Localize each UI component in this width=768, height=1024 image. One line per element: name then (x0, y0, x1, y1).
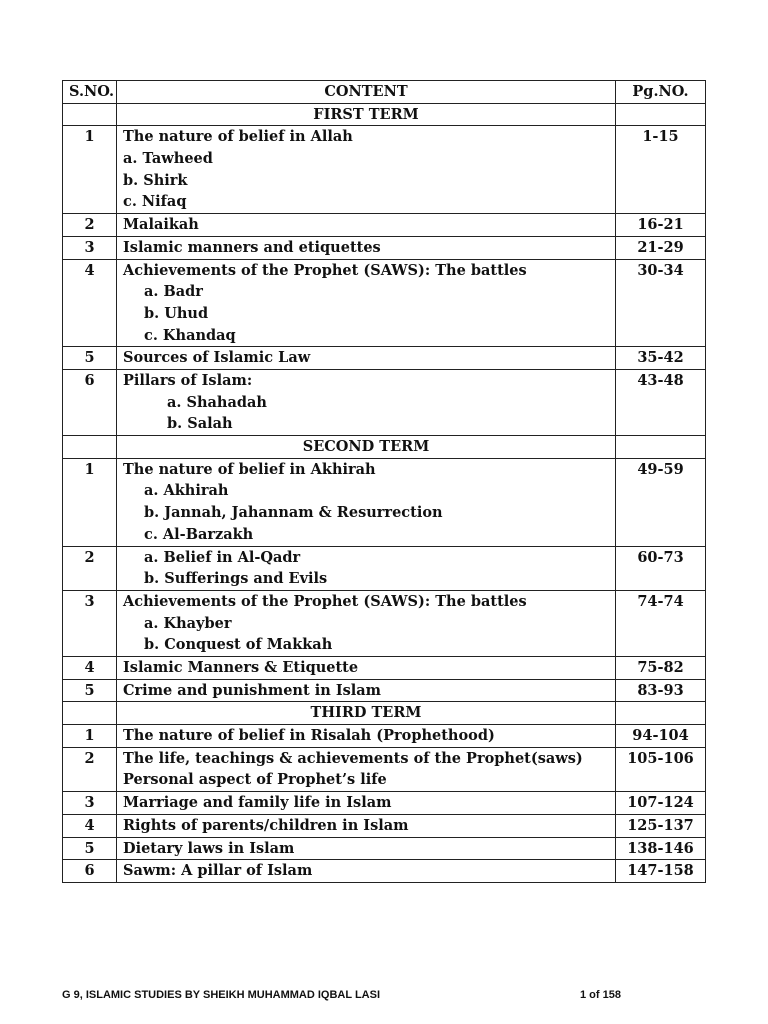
page-range: 105-106 (616, 747, 706, 791)
term-blank-cell (616, 436, 706, 459)
table-row (63, 837, 706, 860)
topic-cell (117, 236, 616, 259)
serial-number: 5 (63, 679, 117, 702)
topic-cell (117, 679, 616, 702)
subtopic-item: a. Badr (144, 283, 203, 301)
page-range: 30-34 (616, 259, 706, 347)
page-range: 35-42 (616, 347, 706, 370)
topic-cell (117, 747, 616, 791)
contents-table (62, 80, 706, 883)
topic-title: Islamic manners and etiquettes (123, 238, 381, 256)
topic-cell (117, 792, 616, 815)
topic-title: Islamic Manners & Etiquette (123, 658, 359, 676)
page-range: 125-137 (616, 814, 706, 837)
table-row (63, 590, 706, 656)
topic-cell (117, 837, 616, 860)
subtopic-item: c. Al-Barzakh (144, 525, 254, 543)
serial-number: 5 (63, 837, 117, 860)
serial-number: 1 (63, 458, 117, 546)
subtopic-item: b. Salah (167, 415, 233, 433)
term-heading-row (63, 103, 706, 126)
table-row (63, 370, 706, 436)
topic-cell (117, 347, 616, 370)
topic-title: Achievements of the Prophet (SAWS): The battles (123, 592, 527, 610)
subtopic-item: b. Sufferings and Evils (144, 570, 328, 588)
table-row (63, 747, 706, 791)
page-range: 43-48 (616, 370, 706, 436)
topic-cell (117, 259, 616, 347)
page-number-header: Pg.NO. (616, 81, 706, 104)
subtopic-item: b. Shirk (123, 171, 188, 189)
term-heading-row (63, 436, 706, 459)
page-range: 21-29 (616, 236, 706, 259)
term-title: FIRST TERM (117, 103, 616, 126)
term-blank-cell (616, 103, 706, 126)
serial-number: 5 (63, 347, 117, 370)
page-range: 147-158 (616, 860, 706, 883)
term-blank-cell (616, 702, 706, 725)
topic-title: Crime and punishment in Islam (123, 681, 382, 699)
serial-number: 6 (63, 860, 117, 883)
term-title: THIRD TERM (117, 702, 616, 725)
serial-number: 3 (63, 236, 117, 259)
topic-title: Pillars of Islam: (123, 372, 253, 390)
topic-cell (117, 126, 616, 214)
page-range: 16-21 (616, 214, 706, 237)
table-row (63, 126, 706, 214)
serial-number: 6 (63, 370, 117, 436)
topic-title: The nature of belief in Risalah (Prophethood) (123, 727, 495, 745)
subtopic-item: c. Khandaq (144, 326, 236, 344)
subtopic-item: a. Tawheed (123, 150, 213, 168)
subtopic-item: Personal aspect of Prophet’s life (123, 771, 387, 789)
topic-title: Sawm: A pillar of Islam (123, 862, 313, 880)
serial-number: 2 (63, 546, 117, 590)
term-blank-cell (63, 436, 117, 459)
serial-number: 2 (63, 214, 117, 237)
serial-number: 4 (63, 814, 117, 837)
contents-body (63, 103, 706, 882)
subtopic-item: b. Conquest of Makkah (144, 636, 333, 654)
table-row (63, 546, 706, 590)
page-range: 60-73 (616, 546, 706, 590)
table-row (63, 656, 706, 679)
term-blank-cell (63, 702, 117, 725)
term-blank-cell (63, 103, 117, 126)
footer-page-count: 1 of 158 (580, 989, 621, 1001)
subtopic-item: a. Belief in Al-Qadr (144, 548, 301, 566)
table-row (63, 259, 706, 347)
sno-header: S.NO. (63, 81, 117, 104)
subtopic-item: c. Nifaq (123, 193, 187, 211)
topic-title: Achievements of the Prophet (SAWS): The battles (123, 261, 527, 279)
page-range: 49-59 (616, 458, 706, 546)
serial-number: 3 (63, 792, 117, 815)
topic-cell (117, 860, 616, 883)
page-range: 94-104 (616, 725, 706, 748)
topic-title: Dietary laws in Islam (123, 839, 295, 857)
subtopic-item: a. Shahadah (167, 393, 267, 411)
topic-cell (117, 656, 616, 679)
topic-cell (117, 590, 616, 656)
table-row (63, 725, 706, 748)
topic-cell (117, 214, 616, 237)
page-range: 138-146 (616, 837, 706, 860)
table-row (63, 347, 706, 370)
topic-title: Sources of Islamic Law (123, 349, 311, 367)
subtopic-item: b. Jannah, Jahannam & Resurrection (144, 504, 443, 522)
topic-title: The nature of belief in Allah (123, 128, 353, 146)
serial-number: 1 (63, 126, 117, 214)
page-range: 74-74 (616, 590, 706, 656)
topic-cell (117, 458, 616, 546)
table-row (63, 458, 706, 546)
footer-title: G 9, ISLAMIC STUDIES BY SHEIKH MUHAMMAD IQBAL LASI (62, 989, 381, 1001)
topic-title: Malaikah (123, 216, 199, 234)
page-range: 75-82 (616, 656, 706, 679)
table-row (63, 814, 706, 837)
page-range: 1-15 (616, 126, 706, 214)
page-range: 107-124 (616, 792, 706, 815)
content-header: CONTENT (117, 81, 616, 104)
header-row (63, 81, 706, 104)
topic-title: Marriage and family life in Islam (123, 794, 392, 812)
serial-number: 2 (63, 747, 117, 791)
subtopic-item: b. Uhud (144, 304, 209, 322)
table-row (63, 792, 706, 815)
subtopic-item: a. Akhirah (144, 482, 229, 500)
table-row (63, 860, 706, 883)
table-row (63, 214, 706, 237)
serial-number: 4 (63, 259, 117, 347)
topic-title: Rights of parents/children in Islam (123, 816, 409, 834)
subtopic-item: a. Khayber (144, 614, 232, 632)
serial-number: 3 (63, 590, 117, 656)
topic-cell (117, 725, 616, 748)
page-range: 83-93 (616, 679, 706, 702)
table-row (63, 236, 706, 259)
serial-number: 4 (63, 656, 117, 679)
serial-number: 1 (63, 725, 117, 748)
topic-cell (117, 370, 616, 436)
topic-cell (117, 814, 616, 837)
table-row (63, 679, 706, 702)
topic-title: The life, teachings & achievements of the Prophet(saws) (123, 749, 583, 767)
term-heading-row (63, 702, 706, 725)
topic-title: The nature of belief in Akhirah (123, 460, 376, 478)
term-title: SECOND TERM (117, 436, 616, 459)
topic-cell (117, 546, 616, 590)
